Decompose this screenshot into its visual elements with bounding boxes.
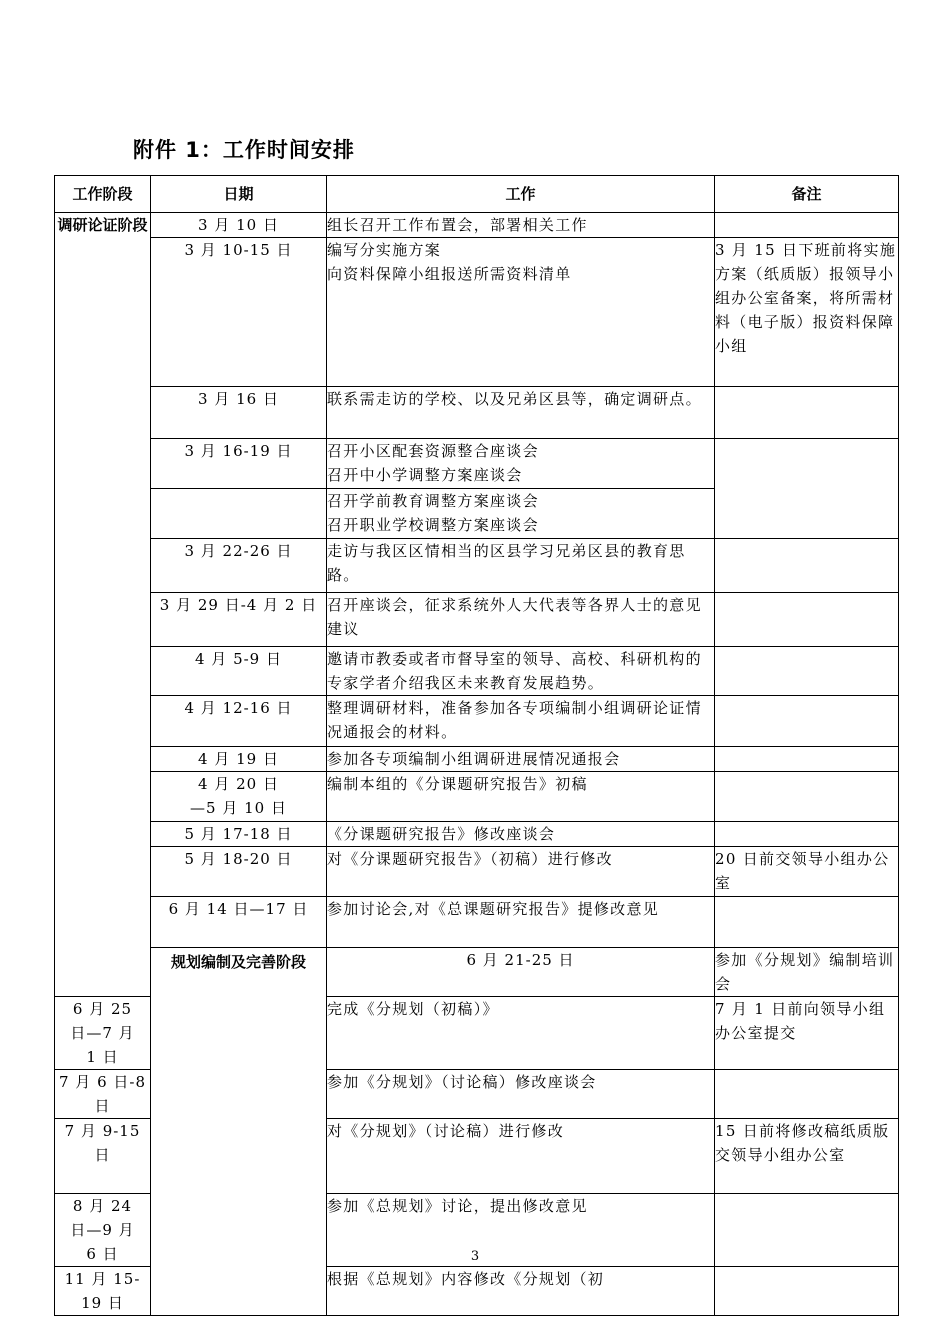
row-work: 对《分规划》（讨论稿）进行修改	[327, 1119, 715, 1194]
table-row	[55, 439, 899, 489]
table-row	[55, 822, 899, 847]
row-work: 参加各专项编制小组调研进展情况通报会	[327, 747, 715, 772]
table-row	[55, 387, 899, 439]
row-date: 4 月 20 日 —5 月 10 日	[151, 772, 327, 822]
row-work: 对《分课题研究报告》（初稿）进行修改	[327, 847, 715, 897]
row-work: 参加《分规划》编制培训会	[715, 948, 899, 997]
table-header-row	[55, 176, 899, 213]
row-work: 根据《总规划》内容修改《分规划（初	[327, 1267, 715, 1316]
table-row	[55, 593, 899, 647]
table-row	[55, 747, 899, 772]
row-note	[715, 1267, 899, 1316]
row-date: 3 月 16 日	[151, 387, 327, 439]
row-work: 走访与我区区情相当的区县学习兄弟区县的教育思路。	[327, 539, 715, 593]
row-note	[715, 822, 899, 847]
phase-research: 调研论证阶段	[55, 213, 151, 997]
row-work: 召开小区配套资源整合座谈会 召开中小学调整方案座谈会	[327, 439, 715, 489]
row-note	[715, 647, 899, 696]
row-work: 参加《分规划》（讨论稿）修改座谈会	[327, 1070, 715, 1119]
row-date: 4 月 12-16 日	[151, 696, 327, 747]
row-work: 编制本组的《分课题研究报告》初稿	[327, 772, 715, 822]
row-note	[715, 539, 899, 593]
table-row	[55, 897, 899, 948]
row-note	[715, 439, 899, 539]
table-row	[55, 772, 899, 822]
row-note	[715, 772, 899, 822]
table-row	[55, 213, 899, 238]
page-title: 附件 1：工作时间安排	[133, 138, 355, 162]
table-row	[55, 696, 899, 747]
row-work: 参加讨论会,对《总课题研究报告》提修改意见	[327, 897, 715, 948]
header-note: 备注	[715, 176, 899, 213]
table-row	[55, 847, 899, 897]
row-work: 《分课题研究报告》修改座谈会	[327, 822, 715, 847]
row-date: 3 月 10-15 日	[151, 238, 327, 387]
page-number: 3	[470, 1249, 480, 1264]
row-date: 5 月 17-18 日	[151, 822, 327, 847]
header-work: 工作	[327, 176, 715, 213]
row-date: 6 月 14 日—17 日	[151, 897, 327, 948]
row-work: 整理调研材料，准备参加各专项编制小组调研论证情况通报会的材料。	[327, 696, 715, 747]
row-note: 15 日前将修改稿纸质版交领导小组办公室	[715, 1119, 899, 1194]
row-work: 参加《总规划》讨论，提出修改意见	[327, 1194, 715, 1267]
row-date: 8 月 24 日—9 月 6 日	[55, 1194, 151, 1267]
row-date	[151, 489, 327, 539]
row-date: 3 月 22-26 日	[151, 539, 327, 593]
row-date: 3 月 16-19 日	[151, 439, 327, 489]
header-date: 日期	[151, 176, 327, 213]
row-note: 7 月 1 日前向领导小组办公室提交	[715, 997, 899, 1070]
row-work: 完成《分规划（初稿）》	[327, 997, 715, 1070]
row-note	[715, 387, 899, 439]
row-note	[715, 593, 899, 647]
row-date: 4 月 19 日	[151, 747, 327, 772]
row-date: 6 月 25 日—7 月 1 日	[55, 997, 151, 1070]
row-work: 编写分实施方案 向资料保障小组报送所需资料清单	[327, 238, 715, 387]
row-work: 邀请市教委或者市督导室的领导、高校、科研机构的专家学者介绍我区未来教育发展趋势。	[327, 647, 715, 696]
row-note: 3 月 15 日下班前将实施方案（纸质版）报领导小组办公室备案，将所需材料（电子版）报资料保障小组	[715, 238, 899, 387]
table-row	[55, 647, 899, 696]
row-work: 召开学前教育调整方案座谈会 召开职业学校调整方案座谈会	[327, 489, 715, 539]
row-date: 3 月 10 日	[151, 213, 327, 238]
table-row	[55, 539, 899, 593]
row-note	[715, 213, 899, 238]
row-note	[715, 747, 899, 772]
row-date: 4 月 5-9 日	[151, 647, 327, 696]
row-date: 11 月 15-19 日	[55, 1267, 151, 1316]
row-note	[715, 897, 899, 948]
phase-planning: 规划编制及完善阶段	[151, 948, 327, 1316]
row-note: 20 日前交领导小组办公室	[715, 847, 899, 897]
row-note	[715, 696, 899, 747]
table-row	[55, 238, 899, 387]
row-date: 7 月 9-15 日	[55, 1119, 151, 1194]
table-row	[55, 948, 899, 997]
row-note	[715, 1070, 899, 1119]
row-date: 7 月 6 日-8 日	[55, 1070, 151, 1119]
schedule-table	[54, 175, 899, 1316]
header-phase: 工作阶段	[55, 176, 151, 213]
row-date: 5 月 18-20 日	[151, 847, 327, 897]
row-work: 联系需走访的学校、以及兄弟区县等，确定调研点。	[327, 387, 715, 439]
row-date: 6 月 21-25 日	[327, 948, 715, 997]
row-work: 组长召开工作布置会，部署相关工作	[327, 213, 715, 238]
row-date: 3 月 29 日-4 月 2 日	[151, 593, 327, 647]
row-work: 召开座谈会，征求系统外人大代表等各界人士的意见建议	[327, 593, 715, 647]
